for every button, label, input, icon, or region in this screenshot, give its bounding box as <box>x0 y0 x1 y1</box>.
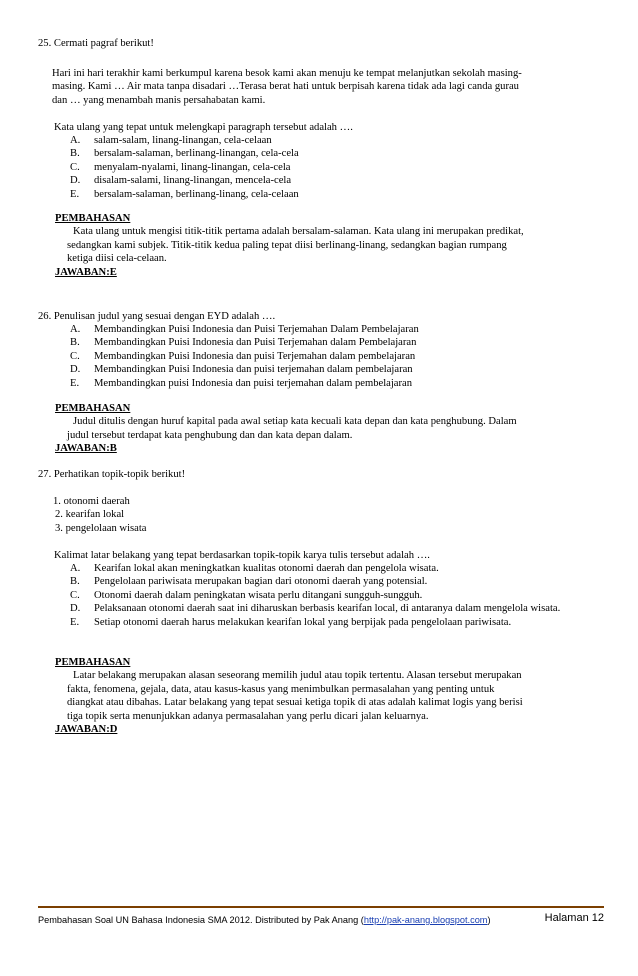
pembahasan-line: diangkat atau dibahas. Latar belakang yang tepat sesuai ketiga topik di atas adalah kalimat logis yang berisi <box>67 697 523 709</box>
option-d: D. disalam-salami, linang-linangan, mencela-cela <box>70 175 292 187</box>
option-b: B. Pengelolaan pariwisata merupakan bagian dari otonomi daerah yang potensial. <box>70 576 428 588</box>
question-25-options <box>70 134 610 201</box>
pembahasan-line: Latar belakang merupakan alasan seseorang memilih judul atau topik tertentu. Alasan tersebut merupakan <box>73 670 522 682</box>
pembahasan-line: ketiga diisi cela-celaan. <box>67 253 167 265</box>
question-26-stem: 26. Penulisan judul yang sesuai dengan EYD adalah …. <box>38 311 276 322</box>
option-e: E. Setiap otonomi daerah harus melakukan kearifan lokal yang berpijak pada pengelolaan pariwisata. <box>70 616 512 628</box>
question-26-options <box>70 323 610 390</box>
footer-text: Pembahasan Soal UN Bahasa Indonesia SMA 2012. Distributed by Pak Anang ( <box>38 915 364 925</box>
option-a: A. Membandingkan Puisi Indonesia dan Puisi Terjemahan Dalam Pembelajaran <box>70 324 419 335</box>
answer-label: JAWABAN:B <box>55 443 117 455</box>
question-27-stem: 27. Perhatikan topik-topik berikut! <box>38 469 186 480</box>
paragraph-line: Hari ini hari terakhir kami berkumpul karena besok kami akan menuju ke tempat melanjutkan sekolah masing- <box>52 68 522 79</box>
answer-label: JAWABAN:D <box>55 724 118 736</box>
option-c: C. Membandingkan Puisi Indonesia dan puisi Terjemahan dalam pembelajaran <box>70 350 416 362</box>
question-25-pembahasan <box>55 212 615 279</box>
option-d: D. Membandingkan Puisi Indonesia dan puisi terjemahan dalam pembelajaran <box>70 364 413 376</box>
page-number: Halaman 12 <box>544 912 604 924</box>
option-a: A. Kearifan lokal akan meningkatkan kualitas otonomi daerah dan pengelola wisata. <box>70 563 439 574</box>
answer-label: JAWABAN:E <box>55 266 117 278</box>
question-26-pembahasan <box>55 402 615 456</box>
question-25-paragraph <box>52 67 607 107</box>
paragraph-line: dan … yang menambah manis persahabatan kami. <box>52 94 266 106</box>
pembahasan-line: judul tersebut terdapat kata penghubung dan dan kata depan dalam. <box>67 429 353 441</box>
pembahasan-body <box>67 225 615 265</box>
pembahasan-body <box>67 669 615 723</box>
option-b: B. bersalam-salaman, berlinang-linangan, cela-cela <box>70 148 299 160</box>
pembahasan-heading: PEMBAHASAN <box>55 657 131 668</box>
pembahasan-body <box>67 415 615 442</box>
option-c: C. menyalam-nyalami, linang-linangan, cela-cela <box>70 161 291 173</box>
option-e: E. bersalam-salaman, berlinang-linang, cela-celaan <box>70 188 299 200</box>
question-27-topics <box>53 495 147 535</box>
question-25-stem: 25. Cermati pagraf berikut! <box>38 38 154 49</box>
pembahasan-line: sedangkan kami subjek. Titik-titik kedua paling tepat diisi berlinang-linang, sedangkan bagian rumpang <box>67 239 507 251</box>
option-b: B. Membandingkan Puisi Indonesia dan Puisi Terjemahan dalam Pembelajaran <box>70 337 417 349</box>
question-27-pembahasan <box>55 656 615 736</box>
option-d: D. Pelaksanaan otonomi daerah saat ini diharuskan berbasis kearifan local, di antaranya dalam mengelola wisata. <box>70 603 561 615</box>
pembahasan-heading: PEMBAHASAN <box>55 213 131 224</box>
footer-credit <box>38 913 491 927</box>
topic-item: 3. pengelolaan wisata <box>55 522 147 534</box>
option-e: E. Membandingkan puisi Indonesia dan puisi terjemahan dalam pembelajaran <box>70 377 413 389</box>
pembahasan-line: tiga topik serta menunjukkan adanya permasalahan yang perlu dicari jalan keluarnya. <box>67 710 429 722</box>
option-c: C. Otonomi daerah dalam peningkatan wisata perlu ditangani sungguh-sungguh. <box>70 589 423 601</box>
pembahasan-heading: PEMBAHASAN <box>55 403 131 414</box>
question-27-intro: Kalimat latar belakang yang tepat berdasarkan topik-topik karya tulis tersebut adalah …. <box>54 550 430 561</box>
topic-item: 2. kearifan lokal <box>55 509 125 521</box>
pembahasan-line: Kata ulang untuk mengisi titik-titik pertama adalah bersalam-salaman. Kata ulang ini merupakan predikat, <box>73 226 524 238</box>
paragraph-line: masing. Kami … Air mata tanpa disadari …Terasa berat hati untuk berpisah karena tidak ada lagi canda gurau <box>52 81 519 93</box>
page-footer <box>38 906 604 929</box>
footer-close: ) <box>487 915 491 925</box>
topic-item: 1. otonomi daerah <box>53 496 130 507</box>
pembahasan-line: Judul ditulis dengan huruf kapital pada awal setiap kata kecuali kata depan dan kata penghubung. Dalam <box>73 416 517 428</box>
option-a: A. salam-salam, linang-linangan, cela-celaan <box>70 135 272 146</box>
question-27-options <box>70 562 610 629</box>
pembahasan-line: fakta, fenomena, gejala, data, atau kasus-kasus yang menimbulkan permasalahan yang penting untuk <box>67 683 495 695</box>
question-25-intro: Kata ulang yang tepat untuk melengkapi paragraph tersebut adalah …. <box>54 122 353 133</box>
blog-link[interactable]: http://pak-anang.blogspot.com <box>363 915 488 925</box>
